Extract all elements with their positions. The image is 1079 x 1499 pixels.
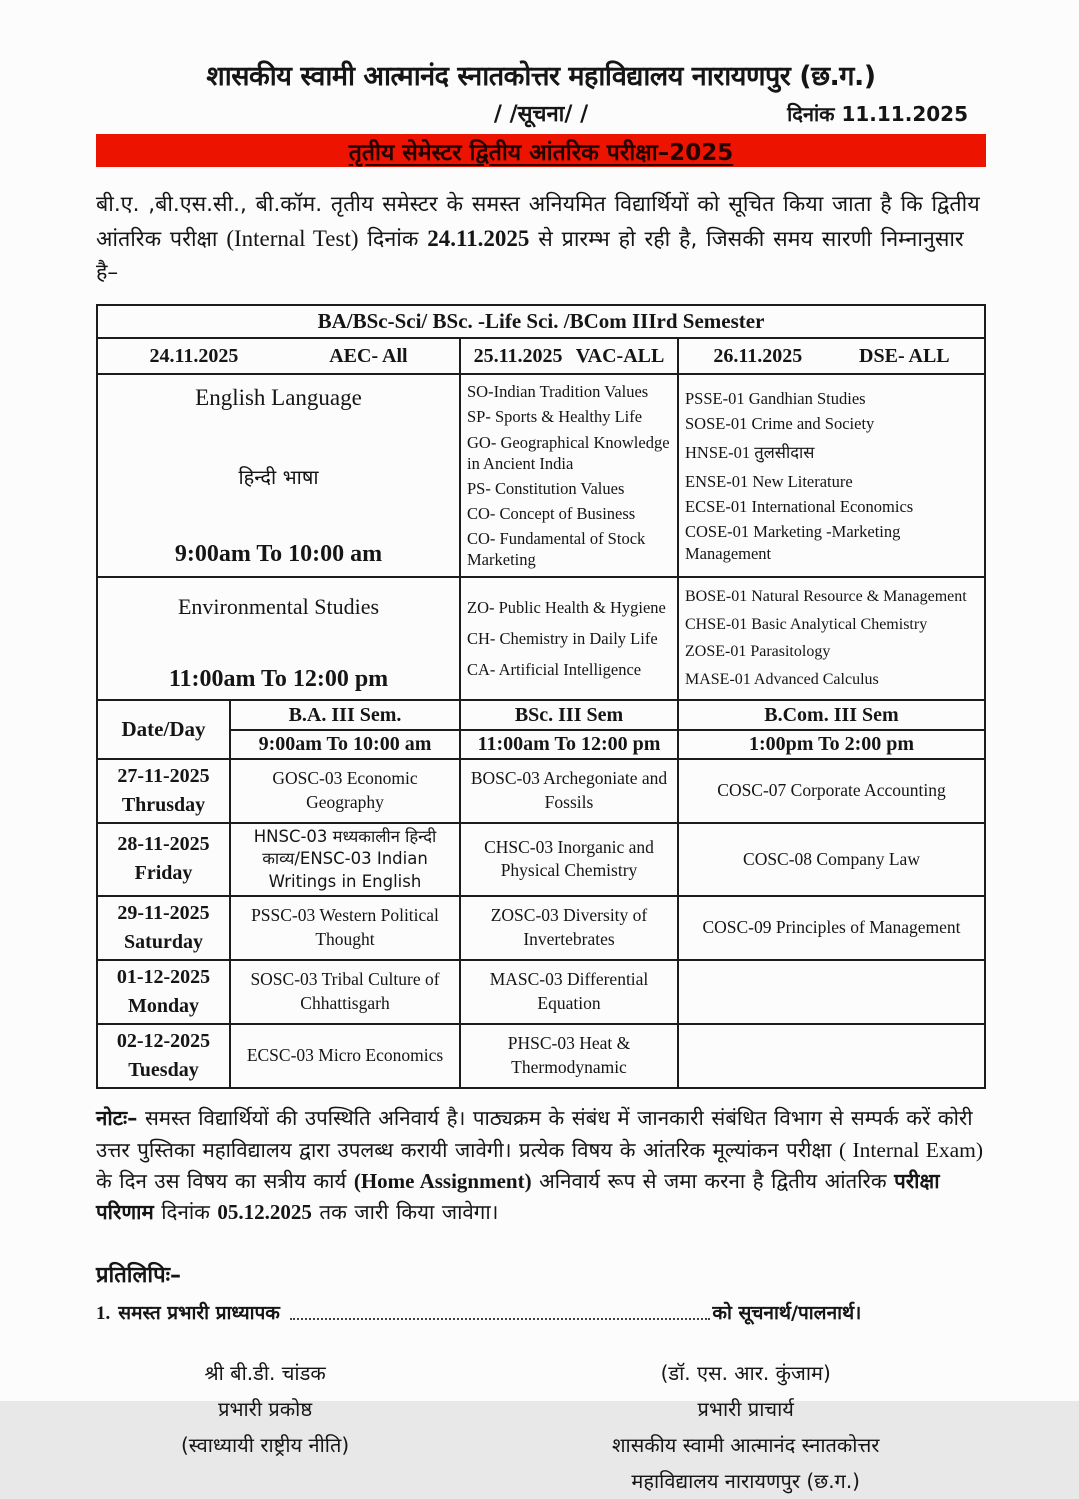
session1-time: 9:00am To 10:00 am xyxy=(174,541,383,568)
signatory-name: श्री बी.डी. चांडक xyxy=(204,1360,326,1385)
ba-subject-cell: GOSC-03 Economic Geography xyxy=(230,759,460,823)
session2-time: 11:00am To 12:00 pm xyxy=(168,666,389,693)
signatory-dept: (स्वाध्यायी राष्ट्रीय नीति) xyxy=(181,1432,350,1457)
row-date-cell xyxy=(97,823,230,896)
vac-date: 25.11.2025 xyxy=(473,344,563,367)
table-row xyxy=(97,823,985,896)
bsc-subject-cell: PHSC-03 Heat & Thermodynamic xyxy=(460,1024,678,1088)
intro-start-date: 24.11.2025 xyxy=(427,225,530,251)
session2-row xyxy=(97,577,985,700)
row-day: Monday xyxy=(127,994,200,1017)
row-day: Tuesday xyxy=(128,1058,199,1081)
signature-section xyxy=(96,1355,986,1499)
session1-subject-cell xyxy=(97,374,460,577)
bcom-subject-cell: COSC-08 Company Law xyxy=(678,823,985,896)
banner xyxy=(96,134,986,167)
intro-part3: दिनांक xyxy=(358,226,428,252)
row-day: Friday xyxy=(134,862,193,885)
table-title-row xyxy=(97,305,985,338)
dse-subject: MASE-01 Advanced Calculus xyxy=(685,670,879,688)
dse-group: DSE- ALL xyxy=(859,344,950,367)
note-part5: अनिवार्य रूप से जमा करना है द्वितीय आंतरिक xyxy=(531,1168,895,1193)
dse-date-cell xyxy=(678,338,985,374)
notice-content xyxy=(96,0,986,1499)
session2-subject-cell xyxy=(97,577,460,700)
row-date-cell xyxy=(97,1024,230,1088)
note-result-date: 05.12.2025 xyxy=(217,1200,312,1225)
dse-date: 26.11.2025 xyxy=(713,344,803,367)
session1-dse-cell xyxy=(678,374,985,577)
note-part1: समस्त विद्यार्थियों की उपस्थिति अनिवार्य है। पाठ्यक्रम के संबंध में जानकारी संबंधित विभाग से सम्पर्क करें कोरी उत्तर पुस्तिका महाविद्यालय द्वारा उपलब्ध करायी जावेगी। प्रत्येक विषय के आंतरिक मूल्यांकन परीक्षा xyxy=(96,1105,973,1162)
note-part9: तक जारी किया जावेगा। xyxy=(311,1200,499,1225)
notice-row xyxy=(96,98,986,130)
bcom-subject-cell xyxy=(678,960,985,1024)
bsc-subject-cell: BOSC-03 Archegoniate and Fossils xyxy=(460,759,678,823)
aec-group: AEC- All xyxy=(329,344,408,367)
dse-subject: ENSE-01 New Literature xyxy=(685,472,853,492)
vac-subject: ZO- Public Health & Hygiene xyxy=(467,597,666,617)
semester-header-row xyxy=(97,700,985,730)
table-row xyxy=(97,1024,985,1088)
bcom-subject-cell: COSC-09 Principles of Management xyxy=(678,896,985,960)
semester-time-row xyxy=(97,730,985,759)
note-result-label: परीक्षा परिणाम xyxy=(96,1168,940,1225)
row-date-cell xyxy=(97,896,230,960)
copy-item-text: समस्त प्रभारी प्राध्यापक xyxy=(118,1301,280,1324)
bcom-time-header: 1:00pm To 2:00 pm xyxy=(678,730,985,759)
signatory-college-line2: महाविद्यालय नारायणपुर (छ.ग.) xyxy=(631,1468,860,1493)
table-row xyxy=(97,960,985,1024)
ba-subject-cell: PSSC-03 Western Political Thought xyxy=(230,896,460,960)
dse-subject: HNSE-01 तुलसीदास xyxy=(685,443,815,463)
bsc-time-header: 11:00am To 12:00 pm xyxy=(460,730,678,759)
row-date: 29-11-2025 xyxy=(117,901,210,924)
row-date: 27-11-2025 xyxy=(117,765,210,788)
ba-time-header: 9:00am To 10:00 am xyxy=(230,730,460,759)
dse-subject: SOSE-01 Crime and Society xyxy=(685,413,875,433)
bsc-subject-cell: ZOSC-03 Diversity of Invertebrates xyxy=(460,896,678,960)
aec-date-cell xyxy=(97,338,460,374)
note-part7: दिनांक xyxy=(153,1200,218,1225)
vac-subject: PS- Constitution Values xyxy=(467,478,625,498)
dotted-fill-line xyxy=(290,1318,711,1320)
session2-vac-cell xyxy=(460,577,678,700)
session1-row xyxy=(97,374,985,577)
vac-subject: SP- Sports & Healthy Life xyxy=(467,407,643,427)
exam-timetable xyxy=(96,304,986,1089)
dse-subject: CHSE-01 Basic Analytical Chemistry xyxy=(685,615,928,633)
signature-left xyxy=(96,1355,434,1499)
dse-subject: COSE-01 Marketing -Marketing Management xyxy=(685,522,901,563)
ba-sem-header: B.A. III Sem. xyxy=(230,700,460,730)
dse-subject: ZOSE-01 Parasitology xyxy=(685,643,831,661)
dse-subject: BOSE-01 Natural Resource & Management xyxy=(685,588,967,606)
row-date-cell xyxy=(97,759,230,823)
dse-subject: PSSE-01 Gandhian Studies xyxy=(685,388,866,408)
bcom-subject-cell xyxy=(678,1024,985,1088)
row-day: Saturday xyxy=(124,930,203,953)
intro-internal-test: (Internal Test) xyxy=(226,225,359,251)
vac-subject: SO-Indian Tradition Values xyxy=(467,382,649,402)
bcom-sem-header: B.Com. III Sem xyxy=(678,700,985,730)
vac-date-cell xyxy=(460,338,678,374)
table-row xyxy=(97,759,985,823)
table-row xyxy=(97,896,985,960)
vac-subject: CO- Fundamental of Stock Marketing xyxy=(467,528,646,570)
banner-title: तृतीय सेमेस्टर द्वितीय आंतरिक परीक्षा–2025 xyxy=(348,139,734,166)
row-date: 02-12-2025 xyxy=(116,1029,211,1052)
copy-item-number: 1. xyxy=(96,1302,111,1324)
intro-paragraph xyxy=(96,189,986,289)
table-title: BA/BSc-Sci/ BSc. -Life Sci. /BCom IIIrd Semester xyxy=(97,305,985,338)
college-title: शासकीय स्वामी आत्मानंद स्नातकोत्तर महाविद्यालय नारायणपुर (छ.ग.) xyxy=(206,61,876,92)
row-day: Thrusday xyxy=(121,794,206,817)
session1-vac-cell xyxy=(460,374,678,577)
bsc-subject-cell: MASC-03 Differential Equation xyxy=(460,960,678,1024)
date-day-header: Date/Day xyxy=(97,700,230,759)
row-date-cell xyxy=(97,960,230,1024)
aec-date: 24.11.2025 xyxy=(149,344,239,367)
date-header-row xyxy=(97,338,985,374)
note-paragraph xyxy=(96,1103,986,1229)
intro-part5: से प्रारम्भ हो रही है, जिसकी समय सारणी निम्नानुसार है– xyxy=(96,226,964,285)
note-label: नोटः– xyxy=(96,1105,138,1130)
row-date: 01-12-2025 xyxy=(116,965,211,988)
notice-date: दिनांक 11.11.2025 xyxy=(787,102,968,126)
signatory-college-line1: शासकीय स्वामी आत्मानंद स्नातकोत्तर xyxy=(611,1432,880,1457)
vac-group: VAC-ALL xyxy=(575,344,665,367)
ba-subject-cell: HNSC-03 मध्यकालीन हिन्दी काव्य/ENSC-03 Indian Writings in English xyxy=(230,823,460,896)
note-part3: के दिन उस विषय का सत्रीय कार्य xyxy=(96,1168,354,1193)
bcom-subject-cell: COSC-07 Corporate Accounting xyxy=(678,759,985,823)
signatory-name: (डॉ. एस. आर. कुंजाम) xyxy=(660,1360,831,1385)
intro-part1: बी.ए. ,बी.एस.सी., बी.कॉम. तृतीय समेस्टर के समस्त अनियमित विद्यार्थियों को सूचित किया जाता है कि द्वितीय आंतरिक परीक्षा xyxy=(96,192,980,252)
note-home-assignment: (Home Assignment) xyxy=(353,1168,532,1193)
session1-subject-hi: हिन्दी भाषा xyxy=(238,464,319,489)
copy-item-suffix: को सूचनार्थ/पालनार्थ। xyxy=(712,1301,862,1324)
signature-right xyxy=(505,1355,986,1499)
signatory-role: प्रभारी प्रकोष्ठ xyxy=(218,1396,313,1421)
note-internal-exam: ( Internal Exam) xyxy=(838,1137,984,1162)
ba-subject-cell: ECSC-03 Micro Economics xyxy=(230,1024,460,1088)
signatory-role: प्रभारी प्राचार्य xyxy=(697,1396,794,1421)
copy-item xyxy=(96,1299,861,1325)
vac-subject: CH- Chemistry in Daily Life xyxy=(467,629,658,649)
vac-subject: CO- Concept of Business xyxy=(467,503,636,523)
session2-subject-en: Environmental Studies xyxy=(177,594,380,620)
dse-subject: ECSE-01 International Economics xyxy=(685,497,914,517)
ba-subject-cell: SOSC-03 Tribal Culture of Chhattisgarh xyxy=(230,960,460,1024)
bsc-sem-header: BSc. III Sem xyxy=(460,700,678,730)
vac-subject: CA- Artificial Intelligence xyxy=(467,660,642,680)
copy-heading: प्रतिलिपिः– xyxy=(96,1262,182,1288)
session2-dse-cell xyxy=(678,577,985,700)
vac-subject: GO- Geographical Knowledge in Ancient India xyxy=(467,432,670,473)
session1-subject-en: English Language xyxy=(195,385,362,411)
notice-label: / /सूचना/ / xyxy=(493,102,589,127)
bsc-subject-cell: CHSC-03 Inorganic and Physical Chemistry xyxy=(460,823,678,896)
row-date: 28-11-2025 xyxy=(117,833,210,856)
